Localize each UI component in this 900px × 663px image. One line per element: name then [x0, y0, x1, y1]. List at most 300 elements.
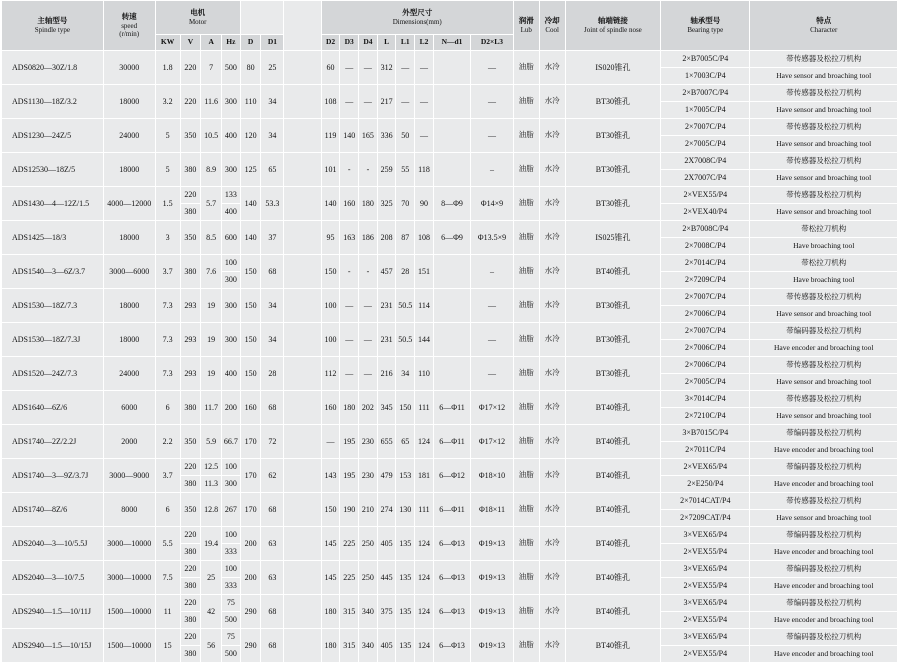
cell-d: 170 [240, 459, 261, 493]
cell-voltage-line: 350 [184, 232, 197, 242]
cell-n-d1: 6—Φ9 [433, 221, 470, 255]
cell-frequency-line: 500 [222, 645, 240, 662]
cell-speed: 3000—9000 [103, 459, 155, 493]
spacer-cell [284, 493, 321, 527]
cell-d2: 150 [321, 493, 340, 527]
cell-frequency-line: 133 [224, 190, 237, 199]
cell-lubrication: 油脂 [513, 51, 539, 85]
cell-d: 80 [240, 51, 261, 85]
cell-l: 405 [377, 629, 396, 663]
cell-n-d1: 6—Φ13 [433, 561, 470, 595]
cell-current-line: 19.4 [204, 538, 219, 548]
cell-d1: 25 [261, 51, 284, 85]
cell-l1: 87 [396, 221, 415, 255]
cell-d2-l3: — [471, 85, 514, 119]
cell-voltage-line: 220 [184, 632, 197, 641]
cell-d: 290 [240, 595, 261, 629]
cell-bearing-line: 2×VEX55/P4 [661, 543, 749, 560]
cell-d2: 101 [321, 153, 340, 187]
cell-voltage-line: 350 [184, 130, 197, 140]
cell-d: 170 [240, 425, 261, 459]
cell-lubrication: 油脂 [513, 357, 539, 391]
cell-n-d1 [433, 153, 470, 187]
cell-l1: 153 [396, 459, 415, 493]
spacer-cell [284, 527, 321, 561]
cell-d4: 230 [359, 459, 378, 493]
cell-voltage [180, 187, 201, 221]
cell-voltage [180, 51, 201, 85]
cell-character [750, 255, 898, 289]
cell-cooling: 水冷 [539, 629, 565, 663]
cell-d2-l3: Φ18×10 [471, 459, 514, 493]
cell-bearing-line: 2X7007C/P4 [661, 169, 749, 186]
cell-frequency-line: 100 [224, 462, 237, 471]
cell-lubrication: 油脂 [513, 289, 539, 323]
cell-d4: — [359, 357, 378, 391]
cell-speed: 1500—10000 [103, 595, 155, 629]
cell-speed: 8000 [103, 493, 155, 527]
cell-d1: 62 [261, 459, 284, 493]
cell-l2: 124 [415, 527, 434, 561]
cell-l: 336 [377, 119, 396, 153]
cell-bearing [661, 391, 750, 425]
cell-d2: 100 [321, 289, 340, 323]
cell-lubrication: 油脂 [513, 391, 539, 425]
cell-d2: — [321, 425, 340, 459]
cell-spindle-nose: BT40锥孔 [565, 629, 661, 663]
cell-frequency-line: 75 [226, 598, 235, 607]
cell-bearing-line: 2×VEX55/P4 [661, 577, 749, 594]
cell-frequency-line: 300 [222, 475, 240, 492]
cell-voltage-line: 380 [181, 475, 201, 492]
cell-d4: — [359, 51, 378, 85]
cell-speed: 1500—10000 [103, 629, 155, 663]
cell-d4: - [359, 255, 378, 289]
cell-d3: — [340, 289, 359, 323]
table-row [2, 85, 898, 119]
cell-frequency [222, 357, 241, 391]
cell-frequency-line: 200 [224, 402, 237, 412]
header-d4: D4 [359, 35, 378, 51]
cell-current [201, 153, 222, 187]
cell-d3: 315 [340, 595, 359, 629]
cell-character-line: 带编码器及松拉刀机构 [786, 598, 862, 607]
cell-l2: — [415, 51, 434, 85]
cell-cooling: 水冷 [539, 221, 565, 255]
cell-bearing [661, 527, 750, 561]
cell-frequency [222, 51, 241, 85]
spacer-cell [284, 561, 321, 595]
cell-character-line: 带传感器及松拉刀机构 [786, 394, 862, 403]
cell-frequency [222, 323, 241, 357]
cell-model: ADS1540—3—6Z/3.7 [2, 255, 104, 289]
cell-frequency-line: 400 [224, 368, 237, 378]
cell-lubrication: 油脂 [513, 527, 539, 561]
cell-l: 216 [377, 357, 396, 391]
header-d1: D1 [261, 35, 284, 51]
cell-n-d1: 6—Φ13 [433, 595, 470, 629]
cell-n-d1 [433, 85, 470, 119]
cell-d2: 119 [321, 119, 340, 153]
cell-d: 150 [240, 255, 261, 289]
cell-character-line: Have sensor and broaching tool [750, 509, 897, 526]
cell-lubrication: 油脂 [513, 323, 539, 357]
cell-voltage-line: 220 [184, 564, 197, 573]
cell-character-line: 带编码器及松拉刀机构 [786, 462, 862, 471]
cell-d2-l3: – [471, 153, 514, 187]
cell-d1: 34 [261, 119, 284, 153]
cell-l1: 28 [396, 255, 415, 289]
cell-l2: 144 [415, 323, 434, 357]
cell-character [750, 527, 898, 561]
cell-d4: — [359, 323, 378, 357]
cell-l: 231 [377, 323, 396, 357]
cell-bearing-line: 2×7210C/P4 [661, 407, 749, 424]
cell-kw: 5.5 [155, 527, 180, 561]
cell-kw: 11 [155, 595, 180, 629]
cell-l2: — [415, 85, 434, 119]
cell-kw: 15 [155, 629, 180, 663]
cell-d2: 150 [321, 255, 340, 289]
cell-voltage [180, 289, 201, 323]
cell-speed: 6000 [103, 391, 155, 425]
cell-spindle-nose: BT30锥孔 [565, 187, 661, 221]
cell-character-line: 带编码器及松拉刀机构 [786, 326, 862, 335]
cell-bearing [661, 357, 750, 391]
cell-spindle-nose: BT30锥孔 [565, 153, 661, 187]
cell-bearing-line: 2X7008C/P4 [684, 156, 727, 165]
cell-character-line: Have broaching tool [750, 237, 897, 254]
cell-d4: — [359, 85, 378, 119]
header-bearing-type: 轴承型号 Bearing type [661, 1, 750, 51]
cell-bearing-line: 3×7014C/P4 [685, 394, 726, 403]
cell-l1: 50.5 [396, 323, 415, 357]
spacer-cell [284, 153, 321, 187]
cell-voltage-line: 380 [181, 203, 201, 220]
cell-d4: 210 [359, 493, 378, 527]
cell-d2: 60 [321, 51, 340, 85]
cell-current [201, 629, 222, 663]
cell-speed: 30000 [103, 51, 155, 85]
cell-l1: 135 [396, 561, 415, 595]
cell-d4: 250 [359, 561, 378, 595]
cell-kw: 7.3 [155, 323, 180, 357]
spacer-cell [284, 221, 321, 255]
cell-d4: - [359, 153, 378, 187]
cell-n-d1: 8—Φ9 [433, 187, 470, 221]
header-speed: 转速 speed (r/min) [103, 1, 155, 51]
cell-d1: 68 [261, 595, 284, 629]
header-v: V [180, 35, 201, 51]
header-d2: D2 [321, 35, 340, 51]
cell-lubrication: 油脂 [513, 153, 539, 187]
cell-bearing [661, 323, 750, 357]
spacer-cell [284, 595, 321, 629]
cell-character-line: 带编码器及松拉刀机构 [786, 632, 862, 641]
cell-current-line: 11.7 [204, 402, 219, 412]
cell-frequency-line: 300 [224, 164, 237, 174]
cell-current [201, 493, 222, 527]
cell-current [201, 85, 222, 119]
cell-bearing-line: 2×VEX55/P4 [661, 611, 749, 628]
cell-character [750, 595, 898, 629]
cell-cooling: 水冷 [539, 255, 565, 289]
cell-d2: 145 [321, 561, 340, 595]
cell-cooling: 水冷 [539, 85, 565, 119]
cell-cooling: 水冷 [539, 153, 565, 187]
cell-voltage [180, 493, 201, 527]
cell-model: ADS1130—18Z/3.2 [2, 85, 104, 119]
spacer-cell [284, 629, 321, 663]
cell-character-line: Have sensor and broaching tool [750, 169, 897, 186]
cell-l1: 50.5 [396, 289, 415, 323]
cell-frequency [222, 629, 241, 663]
cell-l1: 135 [396, 629, 415, 663]
cell-spindle-nose: BT40锥孔 [565, 595, 661, 629]
cell-model: ADS1740—3—9Z/3.7J [2, 459, 104, 493]
cell-d3: 195 [340, 459, 359, 493]
cell-d3: — [340, 357, 359, 391]
cell-lubrication: 油脂 [513, 119, 539, 153]
cell-l1: 34 [396, 357, 415, 391]
cell-character [750, 153, 898, 187]
cell-lubrication: 油脂 [513, 187, 539, 221]
cell-d: 110 [240, 85, 261, 119]
table-row [2, 357, 898, 391]
cell-speed: 18000 [103, 289, 155, 323]
cell-current [201, 51, 222, 85]
spacer-cell [284, 323, 321, 357]
cell-spindle-nose: BT40锥孔 [565, 493, 661, 527]
cell-frequency-line: 400 [224, 130, 237, 140]
header-spindle-nose: 轴端链接 Joint of spindle nose [565, 1, 661, 51]
cell-bearing [661, 289, 750, 323]
cell-current [201, 391, 222, 425]
cell-frequency [222, 119, 241, 153]
cell-bearing-line: 2×B7007C/P4 [682, 88, 729, 97]
cell-current-line: 7.6 [206, 266, 217, 276]
table-row [2, 255, 898, 289]
cell-bearing-line: 2×7008C/P4 [661, 237, 749, 254]
cell-frequency-line: 300 [224, 334, 237, 344]
cell-spindle-nose: IS025锥孔 [565, 221, 661, 255]
cell-d1: 68 [261, 391, 284, 425]
cell-voltage [180, 153, 201, 187]
table-row [2, 629, 898, 663]
cell-d2-l3: Φ18×11 [471, 493, 514, 527]
cell-frequency [222, 425, 241, 459]
cell-l: 312 [377, 51, 396, 85]
cell-spindle-nose: BT30锥孔 [565, 85, 661, 119]
cell-voltage-line: 220 [184, 190, 197, 199]
cell-current-line: 11.3 [201, 475, 221, 492]
cell-d2-l3: — [471, 119, 514, 153]
cell-d2-l3: — [471, 357, 514, 391]
cell-model: ADS1430—4—12Z/1.5 [2, 187, 104, 221]
cell-d1: 68 [261, 255, 284, 289]
cell-kw: 7.3 [155, 289, 180, 323]
cell-character [750, 391, 898, 425]
cell-current-line: 8.5 [206, 232, 217, 242]
cell-l: 405 [377, 527, 396, 561]
cell-bearing [661, 629, 750, 663]
cell-l: 274 [377, 493, 396, 527]
spacer-cell [284, 51, 321, 85]
cell-current [201, 561, 222, 595]
cell-voltage-line: 293 [184, 300, 197, 310]
cell-kw: 7.3 [155, 357, 180, 391]
cell-l2: 181 [415, 459, 434, 493]
cell-bearing-line: 2×VEX40/P4 [661, 203, 749, 220]
header-hz: Hz [222, 35, 241, 51]
cell-l1: — [396, 85, 415, 119]
cell-frequency-line: 600 [224, 232, 237, 242]
cell-d2: 180 [321, 595, 340, 629]
cell-model: ADS1520—24Z/7.3 [2, 357, 104, 391]
cell-l2: 124 [415, 561, 434, 595]
cell-d3: 225 [340, 527, 359, 561]
table-row [2, 153, 898, 187]
cell-d: 200 [240, 527, 261, 561]
cell-voltage-line: 220 [184, 462, 197, 471]
cell-character-line: Have encoder and broaching tool [750, 339, 897, 356]
cell-l: 325 [377, 187, 396, 221]
cell-d1: 63 [261, 527, 284, 561]
cell-d4: 165 [359, 119, 378, 153]
cell-voltage-line: 220 [184, 530, 197, 539]
cell-kw: 5 [155, 153, 180, 187]
spacer-cell [284, 119, 321, 153]
cell-voltage-line: 380 [184, 164, 197, 174]
cell-current-line: 5.7 [206, 198, 217, 208]
header-motor: 电机 Motor [155, 1, 240, 35]
cell-current [201, 255, 222, 289]
cell-voltage-line: 220 [184, 62, 197, 72]
cell-bearing [661, 221, 750, 255]
cell-frequency [222, 221, 241, 255]
cell-current [201, 357, 222, 391]
cell-voltage-line: 380 [184, 402, 197, 412]
cell-lubrication: 油脂 [513, 493, 539, 527]
cell-current [201, 221, 222, 255]
cell-d2: 112 [321, 357, 340, 391]
cell-bearing-line: 2×7014C/P4 [685, 258, 726, 267]
cell-d3: - [340, 255, 359, 289]
cell-bearing [661, 459, 750, 493]
cell-voltage-line: 380 [181, 645, 201, 662]
cell-model: ADS1530—18Z/7.3 [2, 289, 104, 323]
cell-d2-l3: Φ19×13 [471, 629, 514, 663]
table-row [2, 51, 898, 85]
table-row [2, 221, 898, 255]
cell-character [750, 85, 898, 119]
cell-cooling: 水冷 [539, 459, 565, 493]
cell-model: ADS2940—1.5—10/15J [2, 629, 104, 663]
cell-character-line: Have sensor and broaching tool [750, 67, 897, 84]
cell-l: 231 [377, 289, 396, 323]
cell-bearing-line: 2×7006C/P4 [661, 339, 749, 356]
cell-character-line: Have encoder and broaching tool [750, 441, 897, 458]
header-lubrication: 润滑 Lub [513, 1, 539, 51]
cell-character-line: Have encoder and broaching tool [750, 577, 897, 594]
cell-cooling: 水冷 [539, 323, 565, 357]
cell-spindle-nose: IS020锥孔 [565, 51, 661, 85]
header-l: L [377, 35, 396, 51]
cell-frequency [222, 459, 241, 493]
cell-voltage-line: 293 [184, 334, 197, 344]
cell-bearing-line: 2×7007C/P4 [685, 326, 726, 335]
cell-character [750, 221, 898, 255]
cell-lubrication: 油脂 [513, 459, 539, 493]
cell-speed: 3000—6000 [103, 255, 155, 289]
cell-bearing-line: 2×VEX55/P4 [683, 190, 728, 199]
cell-bearing-line: 2×7006C/P4 [661, 305, 749, 322]
cell-d1: 28 [261, 357, 284, 391]
cell-current [201, 289, 222, 323]
cell-d2: 108 [321, 85, 340, 119]
cell-bearing-line: 2×B7008C/P4 [682, 224, 729, 233]
cell-bearing [661, 85, 750, 119]
cell-n-d1: 6—Φ11 [433, 425, 470, 459]
cell-current [201, 323, 222, 357]
cell-bearing-line: 2×7007C/P4 [685, 292, 726, 301]
spacer-cell [284, 255, 321, 289]
cell-speed: 18000 [103, 153, 155, 187]
cell-d2: 140 [321, 187, 340, 221]
cell-kw: 2.2 [155, 425, 180, 459]
cell-kw: 5 [155, 119, 180, 153]
cell-frequency-line: 100 [224, 530, 237, 539]
cell-current-line: 7 [209, 62, 214, 72]
cell-lubrication: 油脂 [513, 629, 539, 663]
cell-spindle-nose: BT30锥孔 [565, 289, 661, 323]
header-spindle-type: 主轴型号 Spindle type [2, 1, 104, 51]
cell-d1: 37 [261, 221, 284, 255]
cell-lubrication: 油脂 [513, 561, 539, 595]
cell-character-line: 带传感器及松拉刀机构 [786, 292, 862, 301]
cell-d2-l3: — [471, 289, 514, 323]
cell-d1: 68 [261, 493, 284, 527]
cell-frequency-line: 500 [222, 611, 240, 628]
cell-cooling: 水冷 [539, 391, 565, 425]
cell-current-line: 42 [207, 606, 216, 616]
cell-l2: 124 [415, 425, 434, 459]
cell-d2-l3: Φ17×12 [471, 391, 514, 425]
cell-l2: 90 [415, 187, 434, 221]
cell-n-d1: 6—Φ13 [433, 629, 470, 663]
cell-frequency [222, 85, 241, 119]
cell-bearing-line: 2×B7005C/P4 [682, 54, 729, 63]
cell-speed: 2000 [103, 425, 155, 459]
cell-l2: 111 [415, 391, 434, 425]
cell-d: 120 [240, 119, 261, 153]
cell-voltage-line: 293 [184, 368, 197, 378]
cell-voltage [180, 323, 201, 357]
cell-speed: 18000 [103, 323, 155, 357]
cell-d3: - [340, 153, 359, 187]
cell-cooling: 水冷 [539, 595, 565, 629]
cell-current-line: 19 [207, 300, 216, 310]
cell-kw: 3.7 [155, 459, 180, 493]
cell-cooling: 水冷 [539, 119, 565, 153]
cell-bearing-line: 2×E250/P4 [661, 475, 749, 492]
spacer-cell [284, 391, 321, 425]
cell-n-d1: 6—Φ13 [433, 527, 470, 561]
cell-character-line: 带传感器及松拉刀机构 [786, 496, 862, 505]
spacer-cell [284, 187, 321, 221]
table-row [2, 493, 898, 527]
cell-l2: 118 [415, 153, 434, 187]
